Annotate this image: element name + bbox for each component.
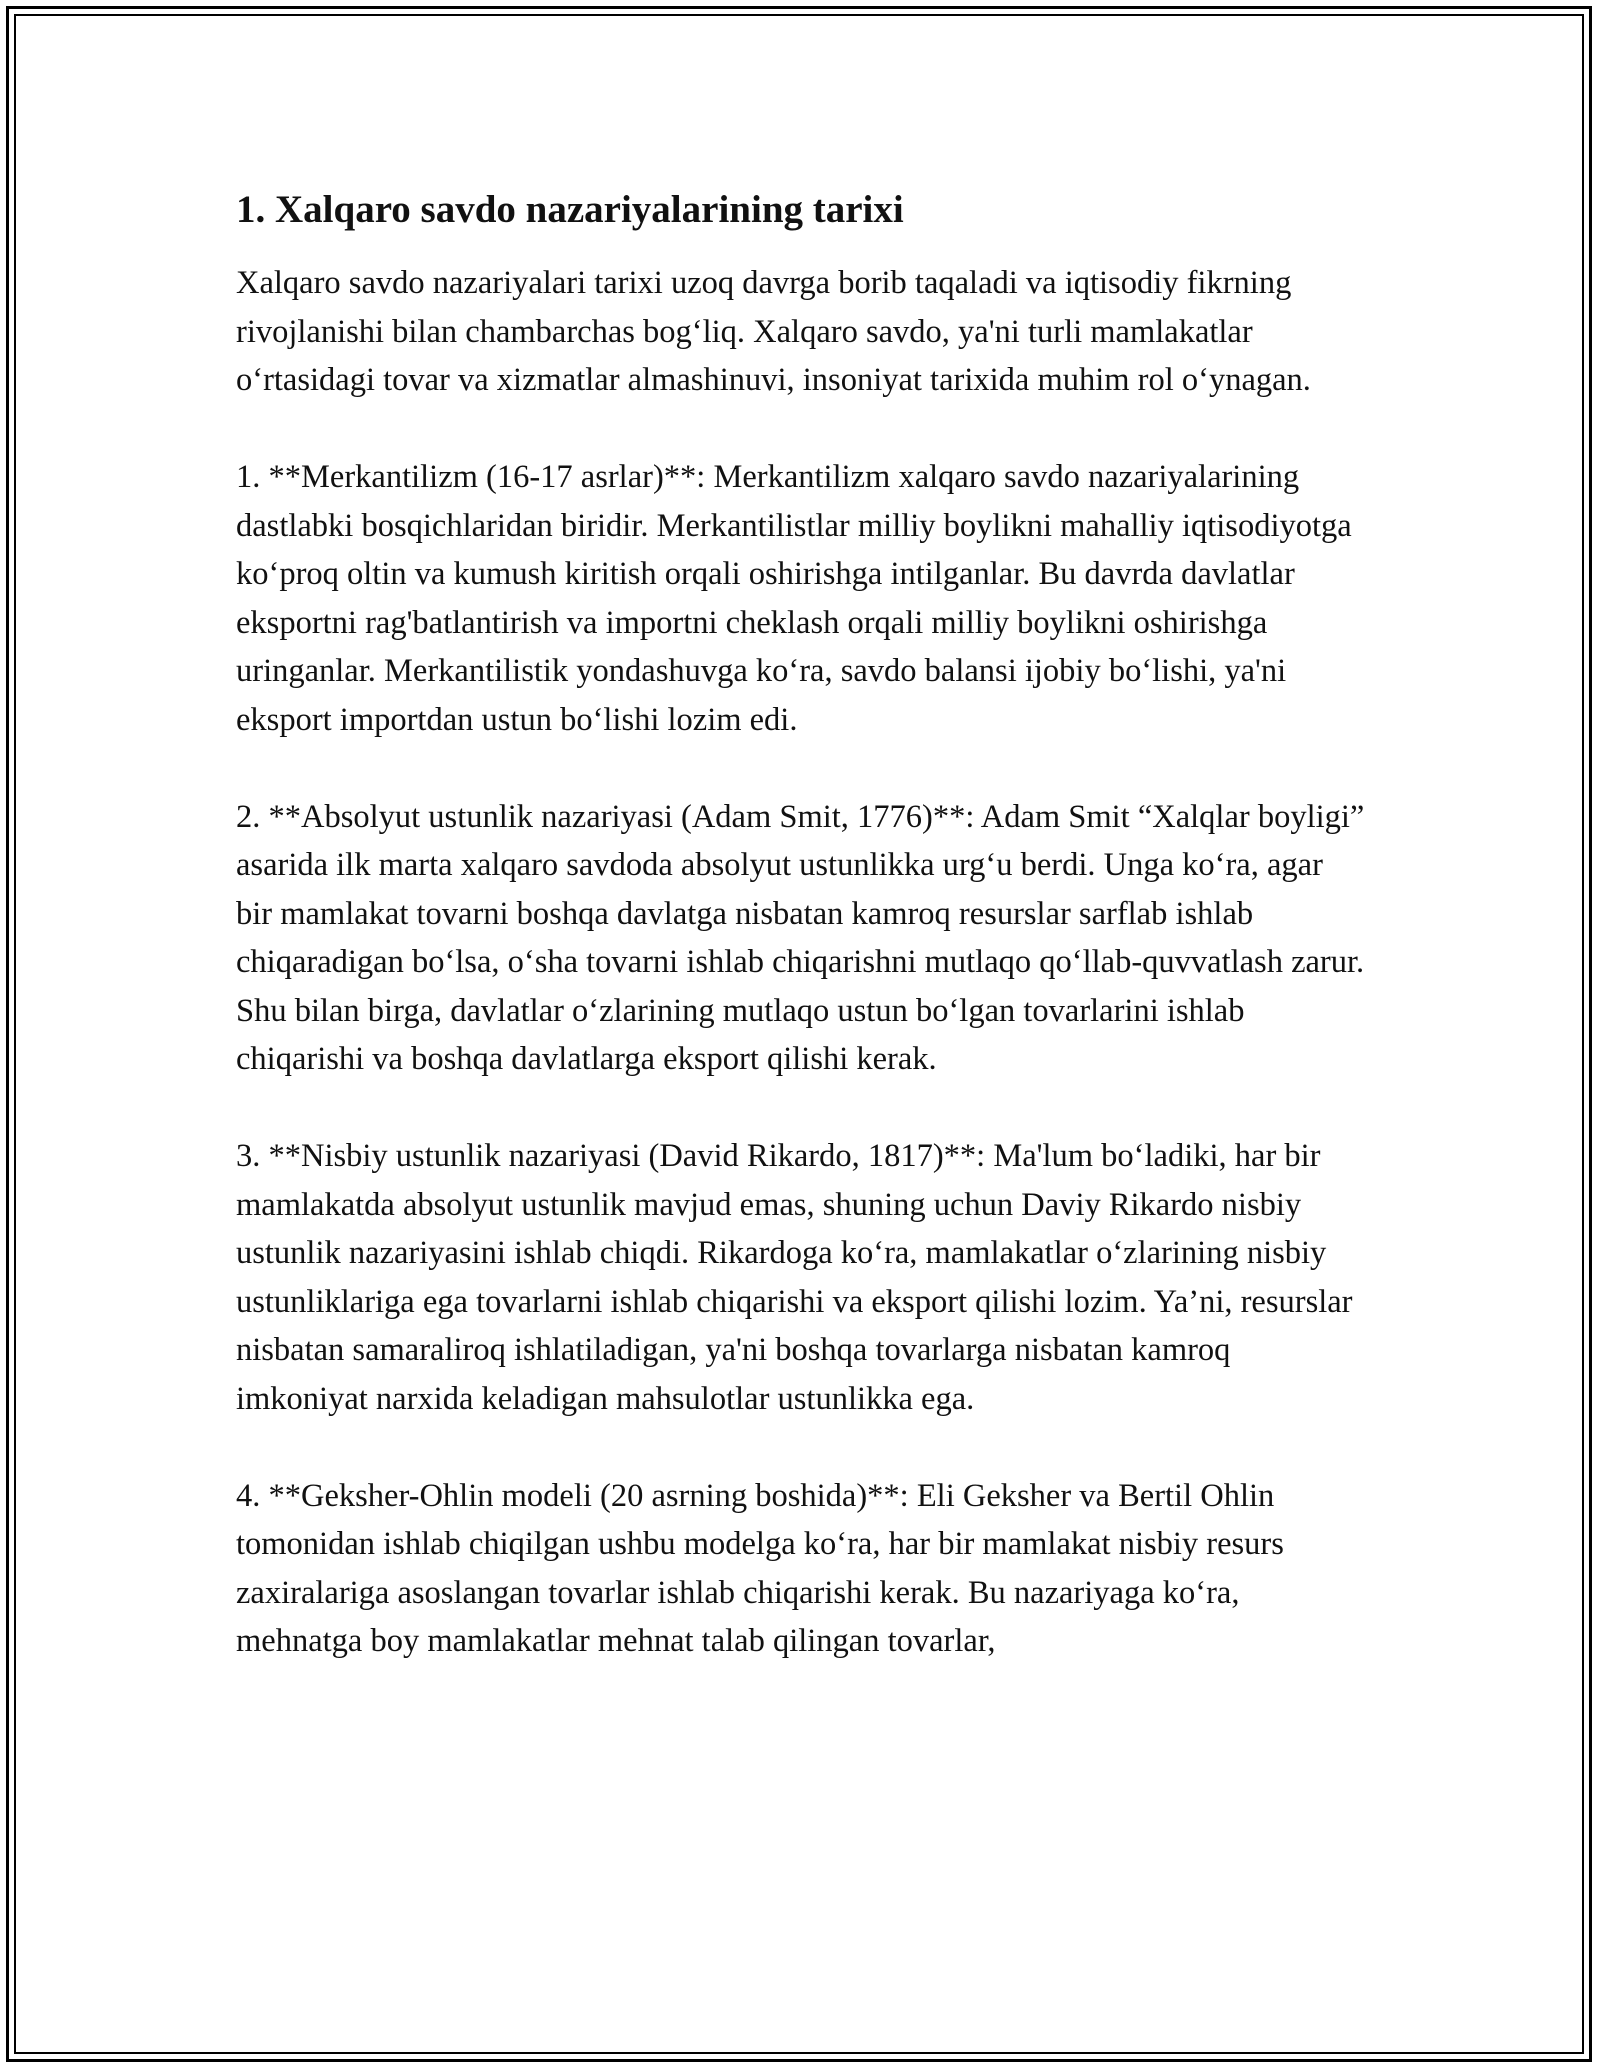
- nisbiy-ustunlik-paragraph: 3. **Nisbiy ustunlik nazariyasi (David Rikardo, 1817)**: Ma'lum bo‘ladiki, har bir mamlakatda absolyut ustunlik mavjud emas, shuning uchun Daviy Rikardo nisbiy ustunlik nazariyasini ishlab chiqdi. Rikardoga ko‘ra, mamlakatlar o‘zlarining nisbiy ustunliklariga ega tovarlarni ishlab chiqarishi va eksport qilishi lozim. Ya’ni, resurslar nisbatan samaraliroq ishlatiladigan, ya'ni boshqa tovarlarga nisbatan kamroq imkoniyat narxida keladigan mahsulotlar ustunlikka ega.: [236, 1138, 1353, 1417]
- intro-paragraph: Xalqaro savdo nazariyalari tarixi uzoq davrga borib taqaladi va iqtisodiy fikrning rivojlanishi bilan chambarchas bog‘liq. Xalqaro savdo, ya'ni turli mamlakatlar o‘rtasidagi tovar va xizmatlar almashinuvi, insoniyat tarixida muhim rol o‘ynagan.: [236, 265, 1311, 398]
- merkantilizm-paragraph: 1. **Merkantilizm (16-17 asrlar)**: Merkantilizm xalqaro savdo nazariyalarining dastlabki bosqichlaridan biridir. Merkantilistlar milliy boylikni mahalliy iqtisodiyotga ko‘proq oltin va kumush kiritish orqali oshirishga intilganlar. Bu davrda davlatlar eksportni rag'batlantirish va importni cheklash orqali milliy boylikni oshirishga uringanlar. Merkantilistik yondashuvga ko‘ra, savdo balansi ijobiy bo‘lishi, ya'ni eksport importdan ustun bo‘lishi lozim edi.: [236, 459, 1352, 738]
- document-page: [236, 185, 1366, 1714]
- geksher-ohlin-paragraph: 4. **Geksher-Ohlin modeli (20 asrning boshida)**: Eli Geksher va Bertil Ohlin tomonidan ishlab chiqilgan ushbu modelga ko‘ra, har bir mamlakat nisbiy resurs zaxiralariga asoslangan tovarlar ishlab chiqarishi kerak. Bu nazariyaga ko‘ra, mehnatga boy mamlakatlar mehnat talab qilingan tovarlar,: [236, 1477, 1284, 1659]
- absolyut-ustunlik-paragraph: 2. **Absolyut ustunlik nazariyasi (Adam Smit, 1776)**: Adam Smit “Xalqlar boyligi” asarida ilk marta xalqaro savdoda absolyut ustunlikka urg‘u berdi. Unga ko‘ra, agar bir mamlakat tovarni boshqa davlatga nisbatan kamroq resurslar sarflab ishlab chiqaradigan bo‘lsa, o‘sha tovarni ishlab chiqarishni mutlaqo qo‘llab-quvvatlash zarur. Shu bilan birga, davlatlar o‘zlarining mutlaqo ustun bo‘lgan tovarlarini ishlab chiqarishi va boshqa davlatlarga eksport qilishi kerak.: [236, 798, 1365, 1077]
- section-heading: 1. Xalqaro savdo nazariyalarining tarixi: [236, 188, 904, 231]
